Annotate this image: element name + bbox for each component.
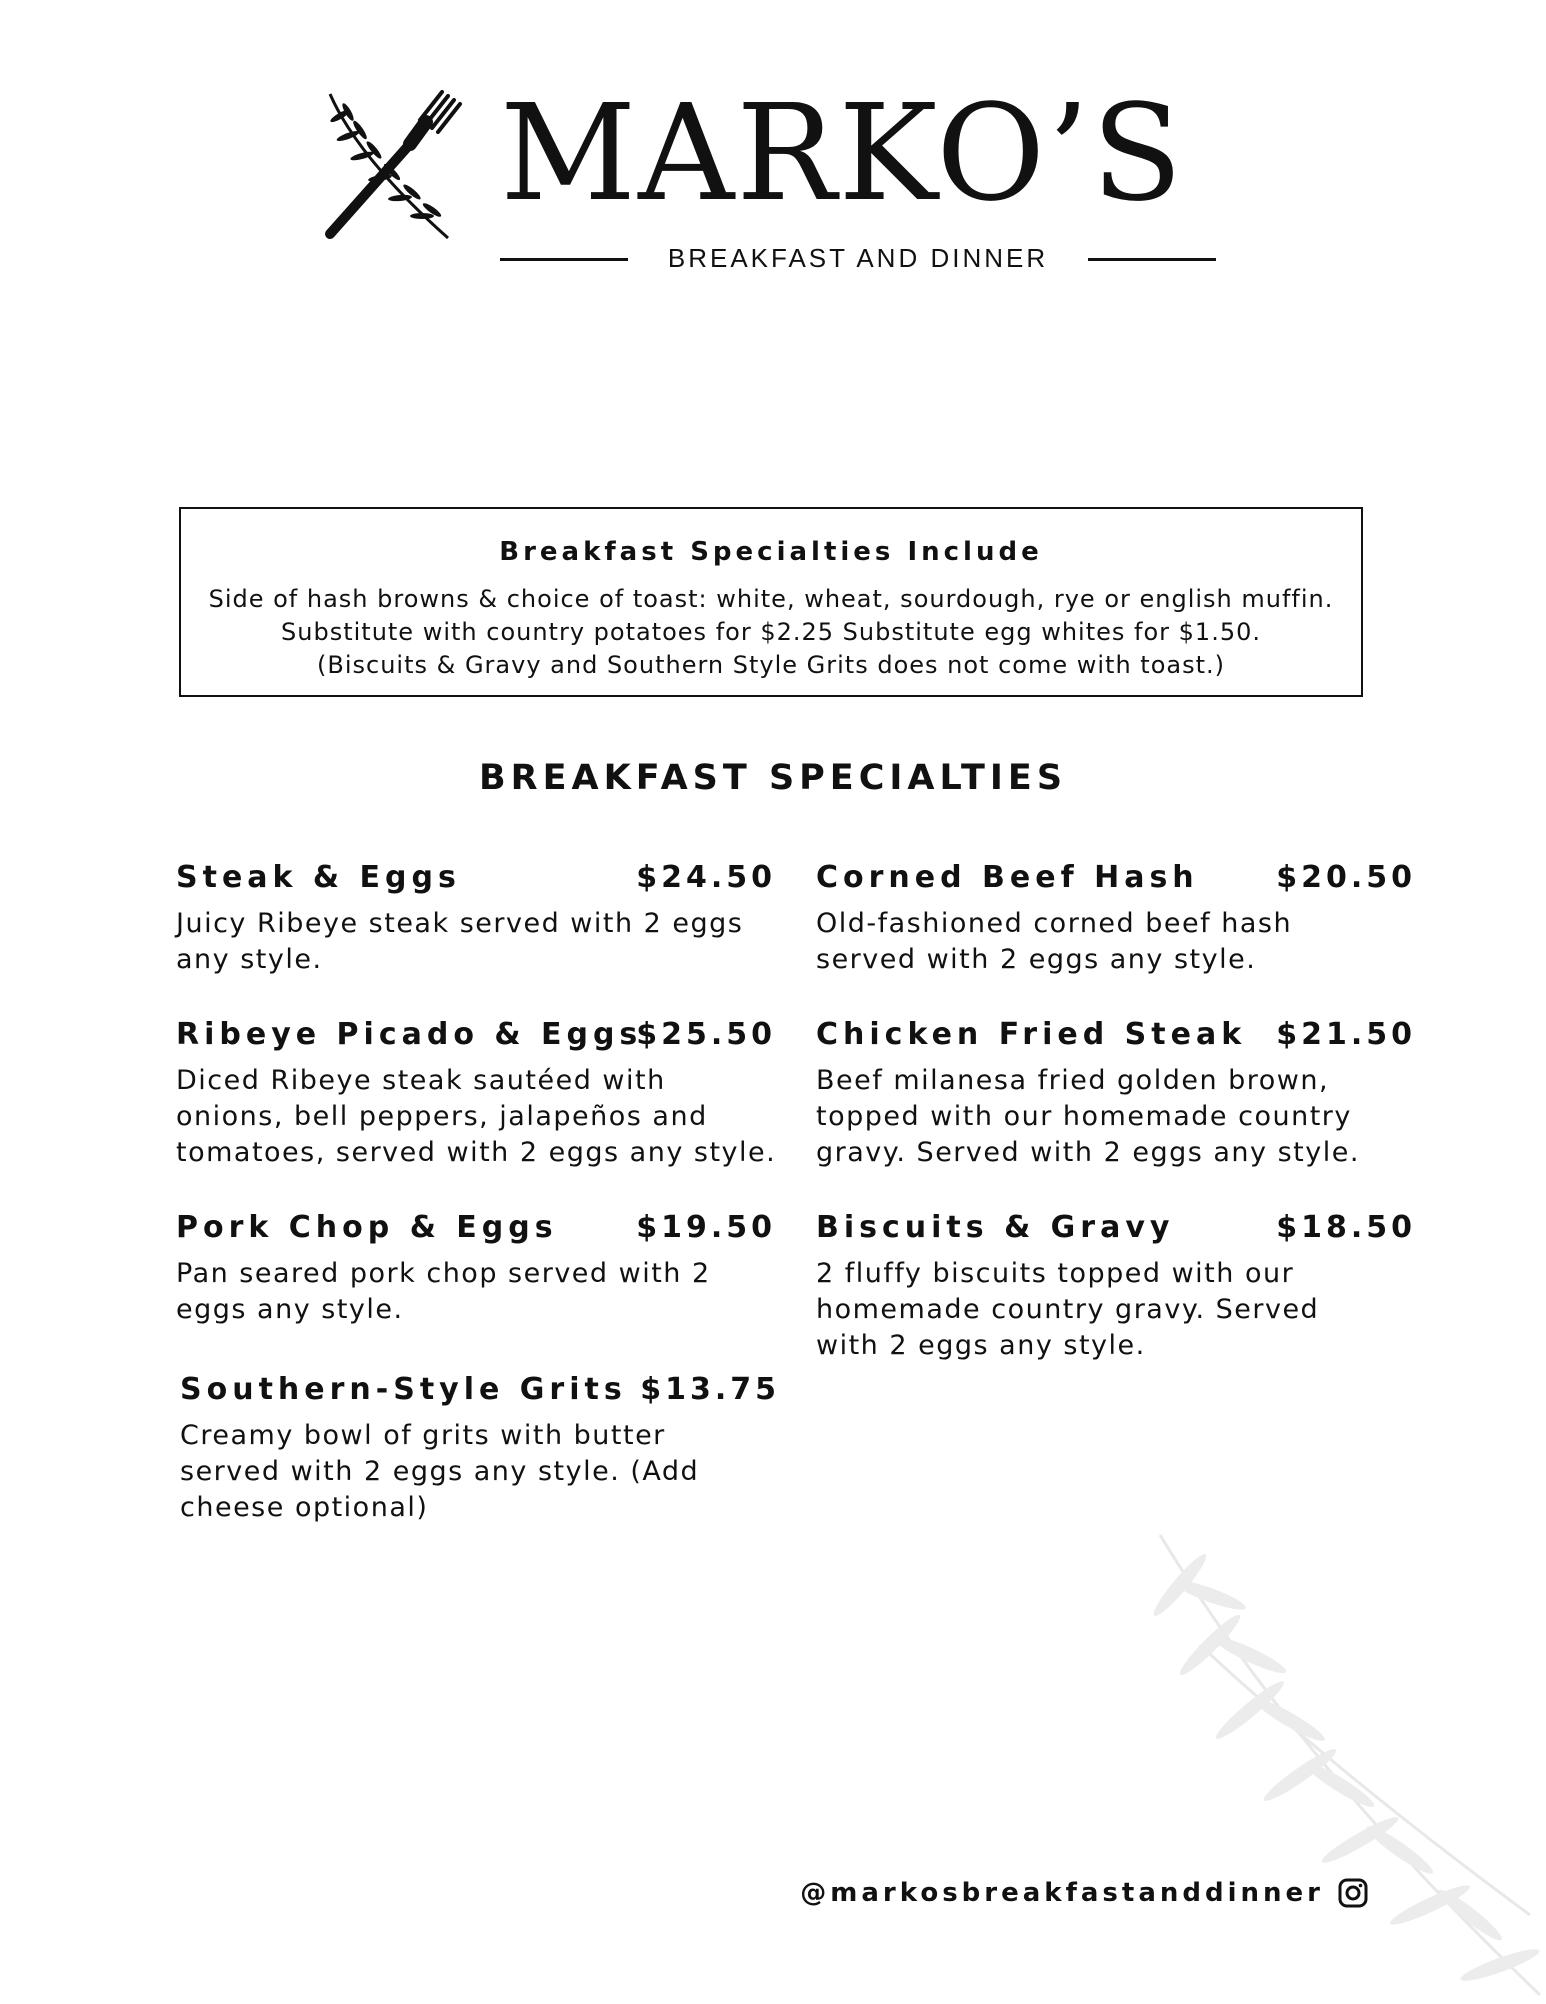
tagline-row	[500, 238, 1216, 278]
description-line: gravy. Served with 2 eggs any style.	[816, 1137, 1360, 1168]
tagline-left-rule	[500, 258, 628, 261]
info-line: Side of hash browns & choice of toast: white, wheat, sourdough, rye or english muffin.	[208, 585, 1334, 613]
description-line: Juicy Ribeye steak served with 2 eggs	[176, 908, 744, 939]
description-line: Diced Ribeye steak sautéed with	[176, 1065, 666, 1096]
menu-item-name: Ribeye Picado & Eggs	[176, 1017, 643, 1052]
instagram-icon[interactable]	[1338, 1878, 1368, 1908]
menu-item	[176, 856, 776, 978]
menu-item-description	[816, 1063, 1416, 1171]
menu-item-description	[180, 1418, 780, 1526]
menu-item-name: Southern-Style Grits	[180, 1372, 627, 1407]
description-line: any style.	[176, 944, 323, 975]
description-line: homemade country gravy. Served	[816, 1294, 1320, 1325]
menu-item-price: $20.50	[1276, 860, 1416, 895]
description-line: Pan seared pork chop served with 2	[176, 1258, 711, 1289]
info-line: (Biscuits & Gravy and Southern Style Grits does not come with toast.)	[317, 651, 1225, 679]
menu-item-price: $18.50	[1276, 1210, 1416, 1245]
description-line: topped with our homemade country	[816, 1101, 1352, 1132]
social-handle-row[interactable]	[800, 1873, 1368, 1913]
description-line: served with 2 eggs any style.	[816, 944, 1257, 975]
specialties-info-box	[179, 507, 1363, 697]
tagline-right-rule	[1088, 258, 1216, 261]
description-line: with 2 eggs any style.	[816, 1330, 1146, 1361]
description-line: Old-fashioned corned beef hash	[816, 908, 1293, 939]
menu-item-name: Steak & Eggs	[176, 860, 461, 895]
menu-item	[176, 1013, 776, 1171]
info-box-text	[181, 583, 1361, 682]
info-line: Substitute with country potatoes for $2.25 Substitute egg whites for $1.50.	[281, 618, 1261, 646]
description-line: 2 fluffy biscuits topped with our	[816, 1258, 1295, 1289]
menu-item-price: $24.50	[636, 860, 776, 895]
restaurant-name: MARKO’S	[500, 77, 1185, 231]
menu-item-name: Chicken Fried Steak	[816, 1017, 1247, 1052]
menu-item-description	[176, 1063, 776, 1171]
description-line: onions, bell peppers, jalapeños and	[176, 1101, 708, 1132]
menu-item-price: $19.50	[636, 1210, 776, 1245]
menu-item-price: $21.50	[1276, 1017, 1416, 1052]
description-line: Creamy bowl of grits with butter	[180, 1420, 666, 1451]
menu-item	[180, 1368, 780, 1526]
menu-item-description	[176, 1256, 776, 1328]
info-box-title: Breakfast Specialties Include	[499, 537, 1043, 567]
restaurant-tagline: BREAKFAST AND DINNER	[667, 243, 1049, 273]
menu-item	[816, 856, 1416, 978]
fork-rosemary-logo-icon	[318, 88, 468, 244]
menu-item-price: $25.50	[636, 1017, 776, 1052]
menu-item-description	[816, 906, 1416, 978]
menu-item-description	[176, 906, 776, 978]
menu-item-name: Pork Chop & Eggs	[176, 1210, 558, 1245]
instagram-handle[interactable]: @markosbreakfastanddinner	[800, 1878, 1324, 1908]
description-line: eggs any style.	[176, 1294, 404, 1325]
description-line: tomatoes, served with 2 eggs any style.	[176, 1137, 777, 1168]
menu-item-description	[816, 1256, 1416, 1364]
description-line: Beef milanesa fried golden brown,	[816, 1065, 1330, 1096]
menu-item	[816, 1013, 1416, 1171]
rosemary-decoration-icon	[1140, 1525, 1546, 2000]
menu-item-name: Corned Beef Hash	[816, 860, 1199, 895]
menu-item	[176, 1206, 776, 1328]
section-title: BREAKFAST SPECIALTIES	[478, 758, 1068, 798]
menu-item-name: Biscuits & Gravy	[816, 1210, 1175, 1245]
menu-item-price: $13.75	[640, 1372, 780, 1407]
description-line: served with 2 eggs any style. (Add	[180, 1456, 700, 1487]
description-line: cheese optional)	[180, 1492, 429, 1523]
menu-item	[816, 1206, 1416, 1364]
